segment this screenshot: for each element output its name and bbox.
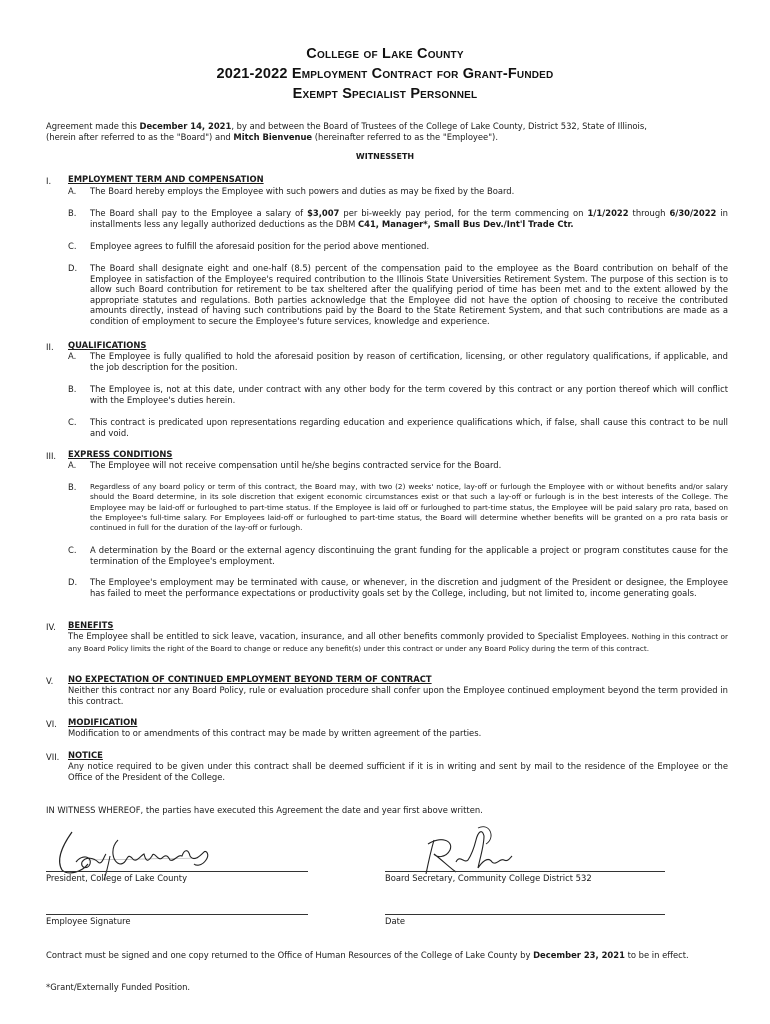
employee-signature-label: Employee Signature	[46, 916, 131, 926]
item-letter: A.	[68, 186, 77, 196]
item-letter: C.	[68, 417, 77, 427]
intro-paragraph: Agreement made this December 14, 2021, by and between the Board of Trustees of the College of Lake County, District 532, State of Illinois, (herein after referred to as the "Board") and Mitch Bienvenue (hereinafter referred to as the "Employee").	[46, 121, 647, 142]
clause-1b: The Board shall pay to the Employee a salary of $3,007 per bi-weekly pay period, for the term commencing on 1/1/2022 through 6/30/2022 in installments less any legally authorized deductions as the DBM C41, Manager*, Small Bus Dev./Int'l Trade Ctr.	[90, 208, 728, 229]
president-label: President, College of Lake County	[46, 873, 188, 883]
clause-3b: Regardless of any board policy or term of this contract, the Board may, with two (2) weeks' notice, lay-off or furlough the Employee with or without benefits and/or salary should the Board determine, in its sole discretion that exigent economic circumstances exist or that such a lay-off or furlough is in the best interests of the College. The Employee may be laid-off or furloughed to part-time status. If the Employee is laid off or furloughed to part-time status, the Employee will be paid salary pro rata, based on the Employee's full-time salary. For Employees laid-off or furloughed to part-time status, the Board will determine whether benefits will be granted on a pro rata basis or continued in full for the duration of the lay-off or furlough.	[90, 482, 728, 533]
item-letter: B.	[68, 482, 77, 492]
employee-name: Mitch Bienvenue	[233, 131, 313, 142]
section-number: II.	[46, 342, 54, 352]
clause-1a: The Board hereby employs the Employee with such powers and duties as may be fixed by the Board.	[90, 186, 515, 196]
clause-2b: The Employee is, not at this date, under contract with any other body for the term covered by this contract or any portion thereof which will conflict with the Employee's duties herein.	[90, 384, 728, 405]
salary-amount: $3,007	[307, 208, 340, 218]
item-letter: C.	[68, 545, 77, 555]
item-letter: B.	[68, 208, 77, 218]
item-letter: D.	[68, 577, 78, 587]
clause-3d: The Employee's employment may be terminated with cause, or whenever, in the discretion and judgment of the President or designee, the Employee has failed to meet the performance expectations or productivity goals set by the College, including, but not limited to, income generating goals.	[90, 577, 728, 598]
section-heading-employment: EMPLOYMENT TERM AND COMPENSATION	[68, 174, 264, 184]
modification-body: Modification to or amendments of this contract may be made by written agreement of the parties.	[68, 728, 482, 738]
clause-2c: This contract is predicated upon representations regarding education and experience qualifications which, if false, shall cause this contract to be null and void.	[90, 417, 728, 438]
date-label: Date	[385, 916, 406, 926]
item-letter: B.	[68, 384, 77, 394]
doc-title-contract: 2021-2022 Employment Contract for Grant-Funded	[216, 66, 554, 82]
dbm-code: C41, Manager*, Small Bus Dev./Int'l Trade Ctr.	[358, 218, 574, 229]
clause-1d: The Board shall designate eight and one-half (8.5) percent of the compensation paid to the employee as the Board contribution on behalf of the Employee in satisfaction of the Employee's required contribution to the Illinois State Universities Retirement System. The purpose of this section is to allow such Board contribution for retirement to be tax sheltered after the qualifying period of time has been met and to the extent allowed by the appropriate statutes and regulations. Both parties acknowledge that the Employee did not have the option of choosing to receive the contributed amounts directly, instead of having such contributions paid by the Board to the State Retirement System, and that such contributions are made as a condition of employment to secure the Employee's future services, knowledge and experience.	[90, 263, 728, 326]
employee-signature-line[interactable]	[46, 914, 308, 915]
grant-footnote: *Grant/Externally Funded Position.	[46, 982, 191, 992]
section-heading-no-expectation: NO EXPECTATION OF CONTINUED EMPLOYMENT BEYOND TERM OF CONTRACT	[68, 674, 432, 684]
item-letter: D.	[68, 263, 78, 273]
secretary-signature-line[interactable]	[385, 871, 665, 872]
secretary-label: Board Secretary, Community College District 532	[385, 873, 592, 883]
section-number: V.	[46, 676, 54, 686]
return-instructions: Contract must be signed and one copy returned to the Office of Human Resources of the College of Lake County by December 23, 2021 to be in effect.	[46, 950, 689, 960]
section-number: I.	[46, 176, 52, 186]
witnesseth-heading: WITNESSETH	[355, 152, 415, 161]
item-letter: A.	[68, 351, 77, 361]
agreement-date: December 14, 2021	[139, 121, 232, 131]
section-number: IV.	[46, 622, 56, 632]
doc-title-personnel: Exempt Specialist Personnel	[292, 86, 478, 102]
term-end: 6/30/2022	[669, 208, 717, 218]
notice-body: Any notice required to be given under this contract shall be deemed sufficient if it is in writing and sent by mail to the residence of the Employee or the Office of the President of the College.	[68, 761, 728, 782]
date-line[interactable]	[385, 914, 665, 915]
section-heading-modification: MODIFICATION	[68, 717, 138, 727]
section-heading-notice: NOTICE	[68, 750, 103, 760]
clause-3a: The Employee will not receive compensation until he/she begins contracted service for the Board.	[90, 460, 502, 470]
clause-3c: A determination by the Board or the external agency discontinuing the grant funding for the applicable a project or program constitutes cause for the termination of the Employee's employment.	[90, 545, 728, 566]
doc-title-college: College of Lake County	[306, 46, 464, 62]
section-number: VII.	[46, 752, 60, 762]
item-letter: C.	[68, 241, 77, 251]
section-number: III.	[46, 451, 57, 461]
benefits-body: The Employee shall be entitled to sick leave, vacation, insurance, and all other benefits commonly provided to Specialist Employees. Nothing in this contract or any Board Policy limits the right of the Board to change or reduce any benefit(s) under this contract or under any Board Policy during the term of this contract.	[68, 631, 729, 653]
item-letter: A.	[68, 460, 77, 470]
section-heading-benefits: BENEFITS	[68, 620, 114, 630]
president-signature-line[interactable]	[46, 871, 308, 872]
section-number: VI.	[46, 719, 57, 729]
return-deadline: December 23, 2021	[533, 950, 625, 960]
secretary-signature-image	[420, 818, 520, 878]
section-heading-express-conditions: EXPRESS CONDITIONS	[68, 449, 173, 459]
witness-whereof: IN WITNESS WHEREOF, the parties have executed this Agreement the date and year first above written.	[46, 805, 483, 815]
section-heading-qualifications: QUALIFICATIONS	[68, 340, 147, 350]
clause-2a: The Employee is fully qualified to hold the aforesaid position by reason of certification, licensing, or other regulatory qualifications, if applicable, and the job description for the position.	[90, 351, 728, 372]
clause-1c: Employee agrees to fulfill the aforesaid position for the period above mentioned.	[90, 241, 430, 251]
no-expectation-body: Neither this contract nor any Board Policy, rule or evaluation procedure shall confer upon the Employee continued employment beyond the term provided in this contract.	[68, 685, 728, 706]
term-start: 1/1/2022	[587, 208, 629, 218]
